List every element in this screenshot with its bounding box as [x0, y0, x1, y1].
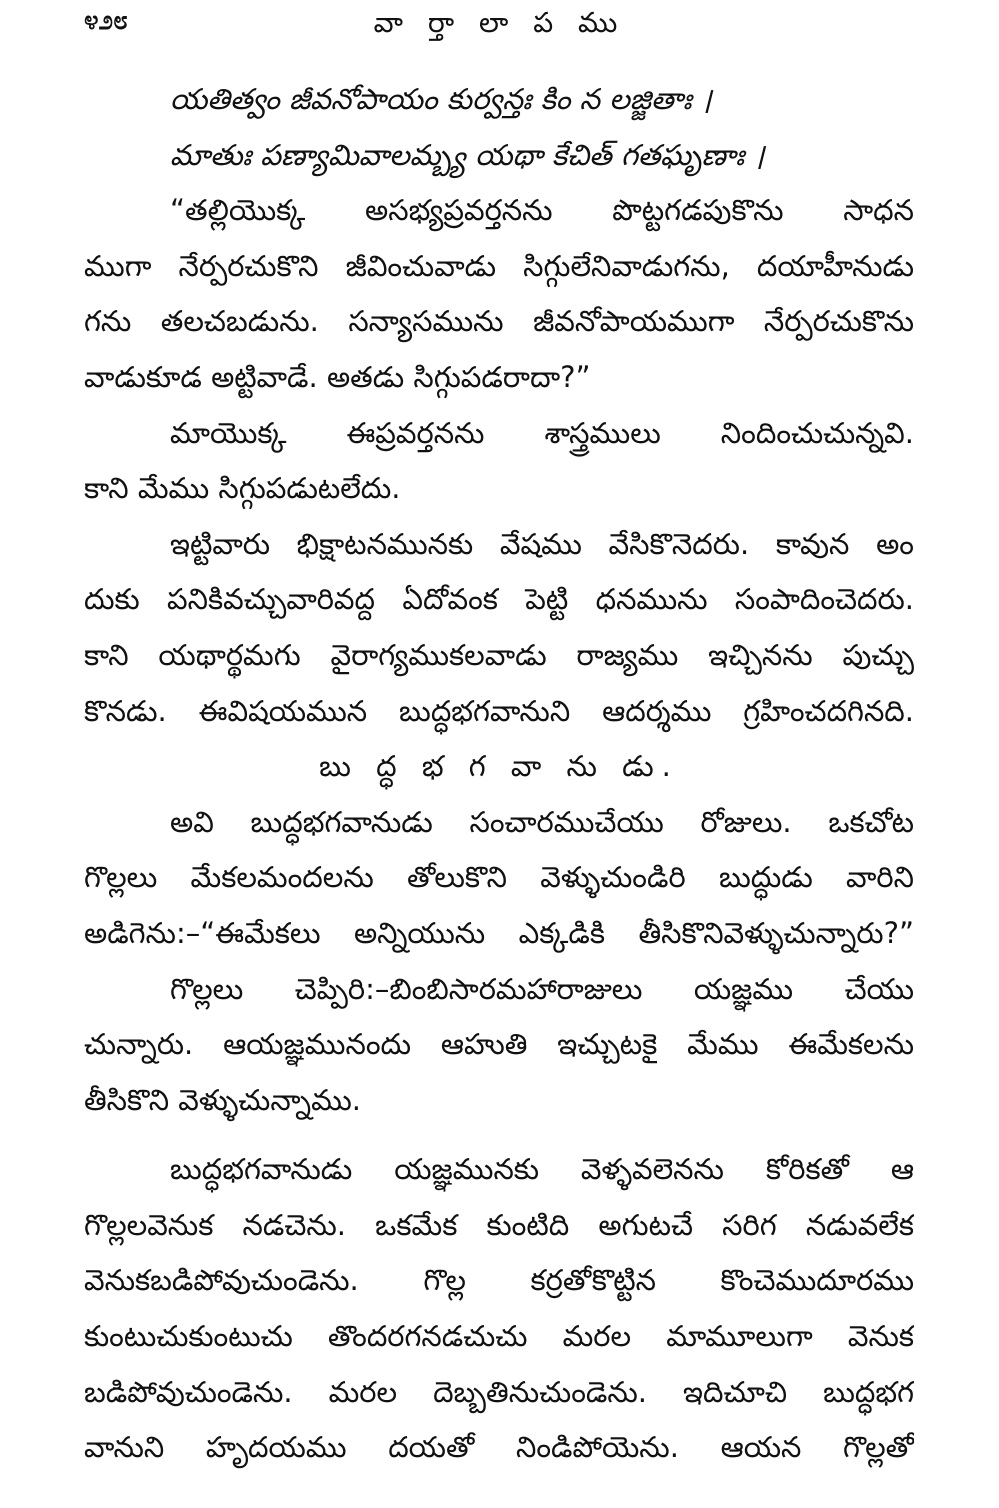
paragraph [84, 962, 914, 1129]
section-heading: బు ద్ధ భ గ వా ను డు. [319, 749, 679, 784]
text-line: కాని యథార్థమగు వైరాగ్యముకలవాడు రాజ్యము ఇచ్చినను పుచ్చు [84, 637, 914, 672]
text-line: గొల్లలు మేకలమందలను తోలుకొని వెళ్ళుచుండిరి బుద్ధుడు వారిని [84, 860, 914, 895]
page-header [0, 6, 999, 46]
text-line: మాయొక్క ఈప్రవర్తనను శాస్త్రములు నిందించుచున్నవి. [170, 415, 914, 450]
paragraph [84, 406, 914, 517]
text-line: గను తలచబడును. సన్యాసమును జీవనోపాయముగా నేర్పరచుకొను [84, 304, 914, 339]
paragraph [84, 1142, 914, 1476]
page-body [84, 72, 914, 1476]
text-line: వాడుకూడ అట్టివాడే. అతడు సిగ్గుపడరాదా?” [84, 359, 591, 394]
paragraph-gap [84, 1128, 914, 1142]
verse-line: మాతుః పణ్యామివాలమ్బ్య యథా కేచిత్ గతఘృణాః । [170, 137, 765, 172]
page-number: ೪೨೮ [84, 6, 128, 36]
text-line: అవి బుద్ధభగవానుడు సంచారముచేయు రోజులు. ఒకచోట [170, 804, 914, 839]
paragraph [84, 795, 914, 962]
text-line: “తల్లియొక్క అసభ్యప్రవర్తనను పొట్టగడపుకొను సాధన [170, 193, 914, 228]
text-line: వానుని హృదయము దయతో నిండిపోయెను. ఆయన గొల్లతో [84, 1430, 914, 1465]
paragraph [84, 183, 914, 405]
text-line: గొల్లలు చెప్పిరి:–బింబిసారమహారాజులు యజ్ఞము చేయు [170, 971, 914, 1006]
text-line: చున్నారు. ఆయజ్ఞమునందు ఆహుతి ఇచ్చుటకై మేము ఈమేకలను [84, 1027, 914, 1062]
text-line: బుద్ధభగవానుడు యజ్ఞమునకు వెళ్ళవలెనను కోరికతో ఆ [170, 1152, 914, 1187]
text-line: బడిపోవుచుండెను. మరల దెబ్బతినుచుండెను. ఇదిచూచి బుద్ధభగ [84, 1374, 914, 1409]
verse-line: యతిత్వం జీవనోపాయం కుర్వన్తః కిం న లజ్జితాః । [170, 82, 712, 116]
text-line: గొల్లలవెనుక నడచెను. ఒకమేక కుంటిది అగుటచే సరిగ నడువలేక [84, 1207, 914, 1242]
paragraph [84, 517, 914, 739]
text-line: అడిగెను:–“ఈమేకలు అన్నియును ఎక్కడికి తీసికొనివెళ్ళుచున్నారు?” [84, 915, 914, 950]
text-line: దుకు పనికివచ్చువారివద్ద ఏదోవంక పెట్టి ధనమును సంపాదించెదరు. [84, 582, 914, 617]
text-line: కుంటుచుకుంటుచు తొందరగనడచుచు మరల మామూలుగా వెనుక [84, 1319, 914, 1354]
text-line: వెనుకబడిపోవుచుండెను. గొల్ల కర్రతోకొట్టిన కొంచెముదూరము [84, 1263, 914, 1298]
text-line: కొనడు. ఈవిషయమున బుద్ధభగవానుని ఆదర్శము గ్రహించదగినది. [84, 693, 914, 728]
text-line: ముగా నేర్పరచుకొని జీవించువాడు సిగ్గులేనివాడుగను, దయాహీనుడు [84, 248, 914, 283]
text-line: కాని మేము సిగ్గుపడుటలేదు. [84, 471, 401, 506]
text-line: తీసికొని వెళ్ళుచున్నాము. [84, 1082, 362, 1117]
running-title: వా ర్తా లా ప ము [373, 6, 626, 39]
text-line: ఇట్టివారు భిక్షాటనమునకు వేషము వేసికొనెదరు. కావున అం [170, 526, 914, 561]
